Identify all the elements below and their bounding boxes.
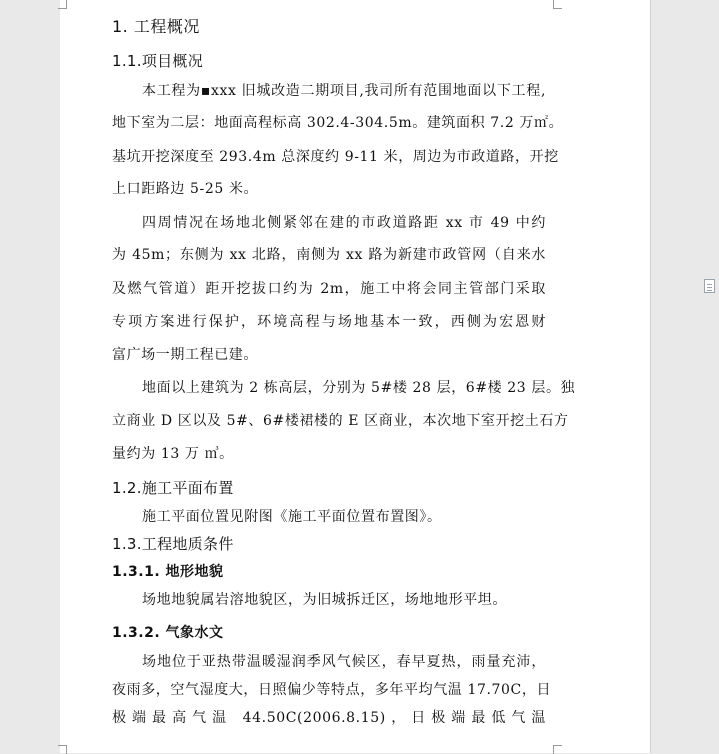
heading-1-2: 1.2.施工平面布置 bbox=[112, 479, 234, 497]
paragraph-line: 基坑开挖深度至 293.4m 总深度约 9-11 米，周边为市政道路，开挖 bbox=[112, 149, 559, 165]
heading-1-3-1: 1.3.1. 地形地貌 bbox=[112, 564, 224, 580]
heading-1-3: 1.3.工程地质条件 bbox=[112, 535, 234, 553]
paragraph-line: 场地位于亚热带温暖湿润季风气候区，春早夏热，雨量充沛， bbox=[142, 654, 546, 670]
heading-1-1: 1.1.项目概况 bbox=[112, 52, 204, 70]
paragraph-line: 地下室为二层：地面高程标高 302.4-304.5m。建筑面积 7.2 万㎡。 bbox=[112, 115, 564, 131]
paragraph-line: 为 45m；东侧为 xx 北路，南侧为 xx 路为新建市政管网（自来水 bbox=[112, 247, 546, 263]
document-icon[interactable] bbox=[704, 279, 715, 293]
heading-1-3-2: 1.3.2. 气象水文 bbox=[112, 625, 224, 641]
page-corner-mark bbox=[58, 0, 67, 9]
paragraph-line: 四周情况在场地北侧紧邻在建的市政道路距 xx 市 49 中约 bbox=[142, 215, 546, 231]
paragraph-line: 场地地貌属岩溶地貌区，为旧城拆迁区，场地地形平坦。 bbox=[142, 592, 507, 608]
paragraph-line: 极端最高气温 44.50C(2006.8.15)，日极端最低气温 bbox=[112, 710, 546, 726]
paragraph-line: 地面以上建筑为 2 栋高层，分别为 5#楼 28 层，6#楼 23 层。独 bbox=[142, 380, 576, 396]
page-corner-mark bbox=[553, 0, 562, 9]
paragraph-line: 富广场一期工程已建。 bbox=[112, 347, 258, 363]
paragraph-line: 量约为 13 万 ㎥。 bbox=[112, 446, 234, 462]
paragraph-line: 施工平面位置见附图《施工平面位置布置图》。 bbox=[142, 509, 442, 525]
paragraph-line: 及燃气管道）距开挖拔口约为 2m，施工中将会同主管部门采取 bbox=[112, 281, 546, 297]
paragraph-line: 专项方案进行保护，环境高程与场地基本一致，西侧为宏恩财 bbox=[112, 314, 546, 330]
paragraph-line: 上口距路边 5-25 米。 bbox=[112, 181, 259, 197]
heading-1: 1. 工程概况 bbox=[112, 17, 200, 36]
paragraph-line: 夜雨多，空气湿度大，日照偏少等特点，多年平均气温 17.70C，日 bbox=[112, 682, 552, 698]
paragraph-line: 立商业 D 区以及 5#、6#楼裙楼的 E 区商业，本次地下室开挖土石方 bbox=[112, 413, 569, 429]
paragraph-line: 本工程为▪xxx 旧城改造二期项目,我司所有范围地面以下工程, bbox=[142, 83, 546, 99]
